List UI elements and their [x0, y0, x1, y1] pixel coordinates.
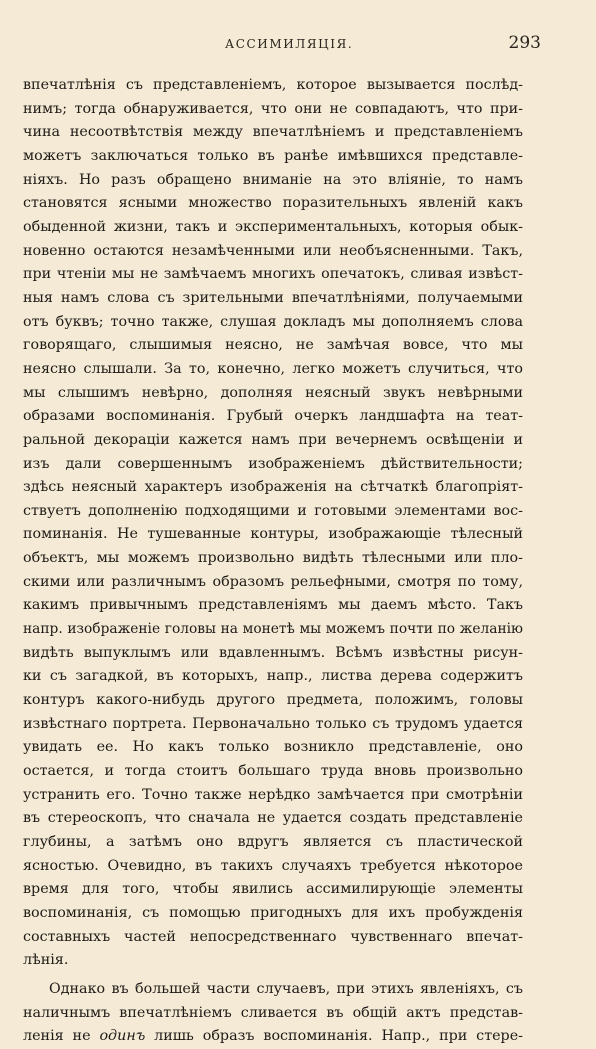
text-line: время для того, чтобы явились ассимилирующіе элементы — [23, 881, 523, 898]
text-line: можетъ заключаться только въ ранѣе имѣвшихся представле- — [23, 147, 523, 164]
text-line: воспоминанія, съ помощью пригодныхъ для ихъ пробужденія — [23, 904, 523, 921]
text-line: устранить его. Точно также нерѣдко замѣчается при смотрѣніи — [23, 786, 523, 803]
text-line: глубины, а затѣмъ оно вдругъ является съ пластической — [23, 834, 523, 850]
text-line: отъ буквъ; точно также, слушая докладъ мы дополняемъ слова — [23, 313, 523, 330]
text-line: впечатлѣнія съ представленіемъ, которое вызывается послѣд- — [23, 77, 523, 93]
text-line: говорящаго, слышимыя неясно, не замѣчая вовсе, что мы — [23, 337, 523, 354]
text-line: ніяхъ. Но разъ обращено вниманіе на это вліяніе, то намъ — [23, 171, 523, 188]
text-line: увидать ее. Но какъ только возникло представленіе, оно — [23, 739, 523, 756]
text-line: контуръ какого-нибудь другого предмета, положимъ, головы — [23, 692, 523, 709]
text-line: напр. изображеніе головы на монетѣ мы можемъ почти по желанію — [23, 621, 523, 638]
text-line: обыденной жизни, такъ и экспериментальныхъ, которыя обык- — [23, 218, 523, 235]
text-line: лѣнія. — [23, 952, 69, 969]
text-line: извѣстнаго портрета. Первоначально только съ трудомъ удается — [23, 715, 523, 732]
text-line: при чтеніи мы не замѣчаемъ многихъ опечатокъ, сливая извѣст- — [23, 266, 523, 283]
text-line: составныхъ частей непосредственнаго чувственнаго впечат- — [23, 928, 523, 945]
text-line: видѣть выпуклымъ или вдавленнымъ. Всѣмъ извѣстны рисун- — [23, 644, 523, 661]
text-line: какимъ привычнымъ представленіямъ мы даемъ мѣсто. Такъ — [23, 597, 523, 614]
text-line: становятся ясными множество поразительныхъ явленій какъ — [23, 195, 523, 212]
text-fragment: ленія не — [23, 1028, 100, 1045]
text-line: скими или различнымъ образомъ рельефными, смотря по тому, — [23, 573, 523, 590]
text-line: ныя намъ слова съ зрительными впечатлѣніями, получаемыми — [23, 289, 523, 306]
emphasized-word: одинъ — [99, 1028, 146, 1045]
text-line: въ стереоскопъ, что сначала не удается создать представленіе — [23, 810, 523, 827]
text-line: нимъ; тогда обнаруживается, что они не совпадаютъ, что при- — [23, 100, 523, 117]
text-line: поминанія. Не тушеванные контуры, изображающіе тѣлесный — [23, 526, 523, 543]
text-line — [23, 1025, 523, 1049]
running-head-title: АССИМИЛЯЦІЯ. — [225, 37, 354, 51]
text-line: чина несоотвѣтствія между впечатлѣніемъ и представленіемъ — [23, 124, 523, 141]
paragraph-1 — [23, 74, 523, 973]
text-line: ральной декораціи кажется намъ при вечернемъ освѣщеніи и — [23, 431, 523, 448]
text-line: Однако въ большей части случаевъ, при этихъ явленіяхъ, съ — [49, 980, 523, 997]
text-line: ясностью. Очевидно, въ такихъ случаяхъ требуется нѣкоторое — [23, 857, 523, 874]
text-line: ки съ загадкой, въ которыхъ, напр., листва дерева содержитъ — [23, 668, 523, 685]
text-line: наличнымъ впечатлѣніемъ сливается въ общій актъ представ- — [23, 1004, 523, 1021]
text-line: новенно остаются незамѣченными или необъясненными. Такъ, — [23, 242, 523, 259]
text-line: ствуетъ дополненію подходящими и готовыми элементами вос- — [23, 502, 523, 519]
text-fragment: лишь образъ воспоминанія. Напр., при стере- — [145, 1028, 524, 1045]
text-line: образами воспоминанія. Грубый очеркъ ландшафта на теат- — [23, 408, 523, 425]
text-line: изъ дали совершеннымъ изображеніемъ дѣйствительности; — [23, 455, 523, 472]
text-line: здѣсь неясный характеръ изображенія на сѣтчаткѣ благопріят- — [23, 479, 523, 496]
running-head — [0, 33, 596, 57]
text-line: остается, и тогда стоитъ большаго труда вновь произвольно — [23, 763, 523, 780]
page-number: 293 — [508, 33, 541, 53]
text-line: мы слышимъ невѣрно, дополняя неясный звукъ невѣрными — [23, 384, 523, 401]
paragraph-2 — [23, 978, 523, 1049]
body-text — [23, 74, 523, 1049]
text-line: объектъ, мы можемъ произвольно видѣть тѣлесными или пло- — [23, 550, 523, 567]
text-line: неясно слышали. За то, конечно, легко можетъ случиться, что — [23, 360, 523, 377]
